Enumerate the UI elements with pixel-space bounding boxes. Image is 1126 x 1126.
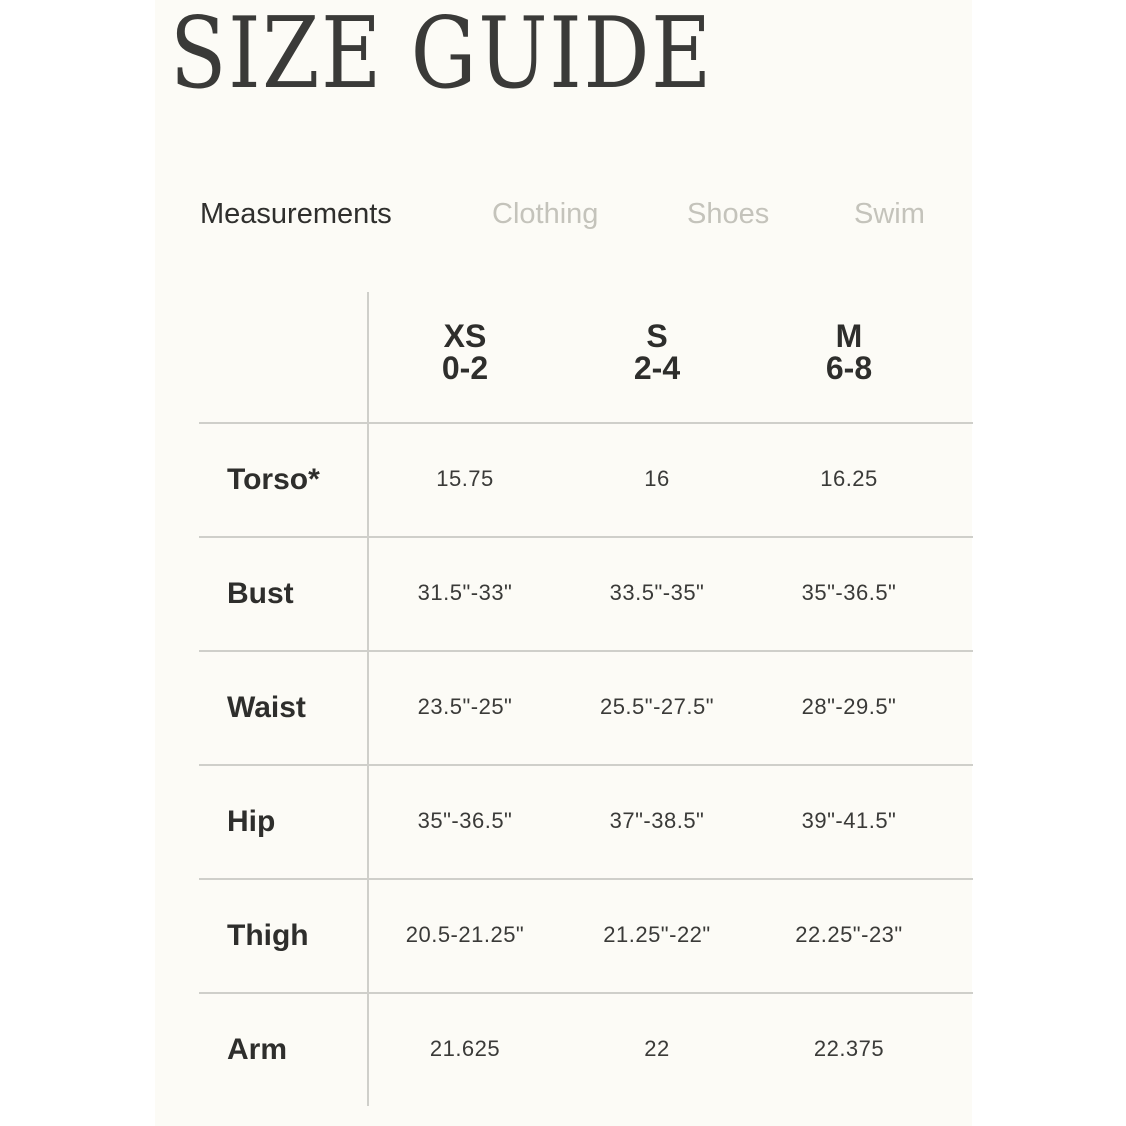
row-label-arm: Arm [227, 1033, 288, 1066]
column-range-label: 2-4 [633, 350, 681, 386]
table-cell: 37"-38.5" [609, 808, 705, 833]
row-label-waist: Waist [227, 691, 306, 724]
column-size-label: M [835, 318, 863, 354]
table-cell: 35"-36.5" [801, 580, 897, 605]
table-row-divider [199, 992, 973, 994]
size-guide-panel [155, 0, 972, 1126]
table-cell: 31.5"-33" [417, 580, 513, 605]
table-row-divider [199, 536, 973, 538]
table-cell: 22.375 [813, 1036, 885, 1061]
table-row-divider [199, 764, 973, 766]
table-row-divider [199, 422, 973, 424]
table-cell: 23.5"-25" [417, 694, 513, 719]
table-cell: 22 [644, 1036, 670, 1061]
table-cell: 20.5-21.25" [405, 922, 525, 947]
table-row-divider [199, 878, 973, 880]
table-cell: 22.25"-23" [795, 922, 903, 947]
column-size-label: S [646, 318, 668, 354]
tab-measurements[interactable]: Measurements [200, 198, 392, 230]
row-label-hip: Hip [227, 805, 276, 838]
page-title: SIZE GUIDE [170, 0, 713, 111]
table-cell: 16.25 [820, 466, 878, 491]
table-cell: 16 [644, 466, 670, 491]
tab-shoes[interactable]: Shoes [687, 198, 770, 230]
column-header-s [561, 320, 753, 384]
column-header-m [753, 320, 945, 384]
table-cell: 33.5"-35" [609, 580, 705, 605]
row-label-thigh: Thigh [227, 919, 309, 952]
table-cell: 25.5"-27.5" [599, 694, 715, 719]
table-cell: 35"-36.5" [417, 808, 513, 833]
table-row-divider [199, 650, 973, 652]
row-label-bust: Bust [227, 577, 294, 610]
table-cell: 28"-29.5" [801, 694, 897, 719]
tab-clothing[interactable]: Clothing [492, 198, 599, 230]
row-label-torso: Torso* [227, 463, 320, 496]
table-cell: 21.625 [429, 1036, 501, 1061]
column-size-label: XS [443, 318, 487, 354]
tab-swim[interactable]: Swim [854, 198, 925, 230]
column-range-label: 6-8 [825, 350, 873, 386]
table-cell: 15.75 [436, 466, 494, 491]
column-range-label: 0-2 [441, 350, 489, 386]
column-header-xs [369, 320, 561, 384]
table-cell: 21.25"-22" [603, 922, 711, 947]
table-cell: 39"-41.5" [801, 808, 897, 833]
